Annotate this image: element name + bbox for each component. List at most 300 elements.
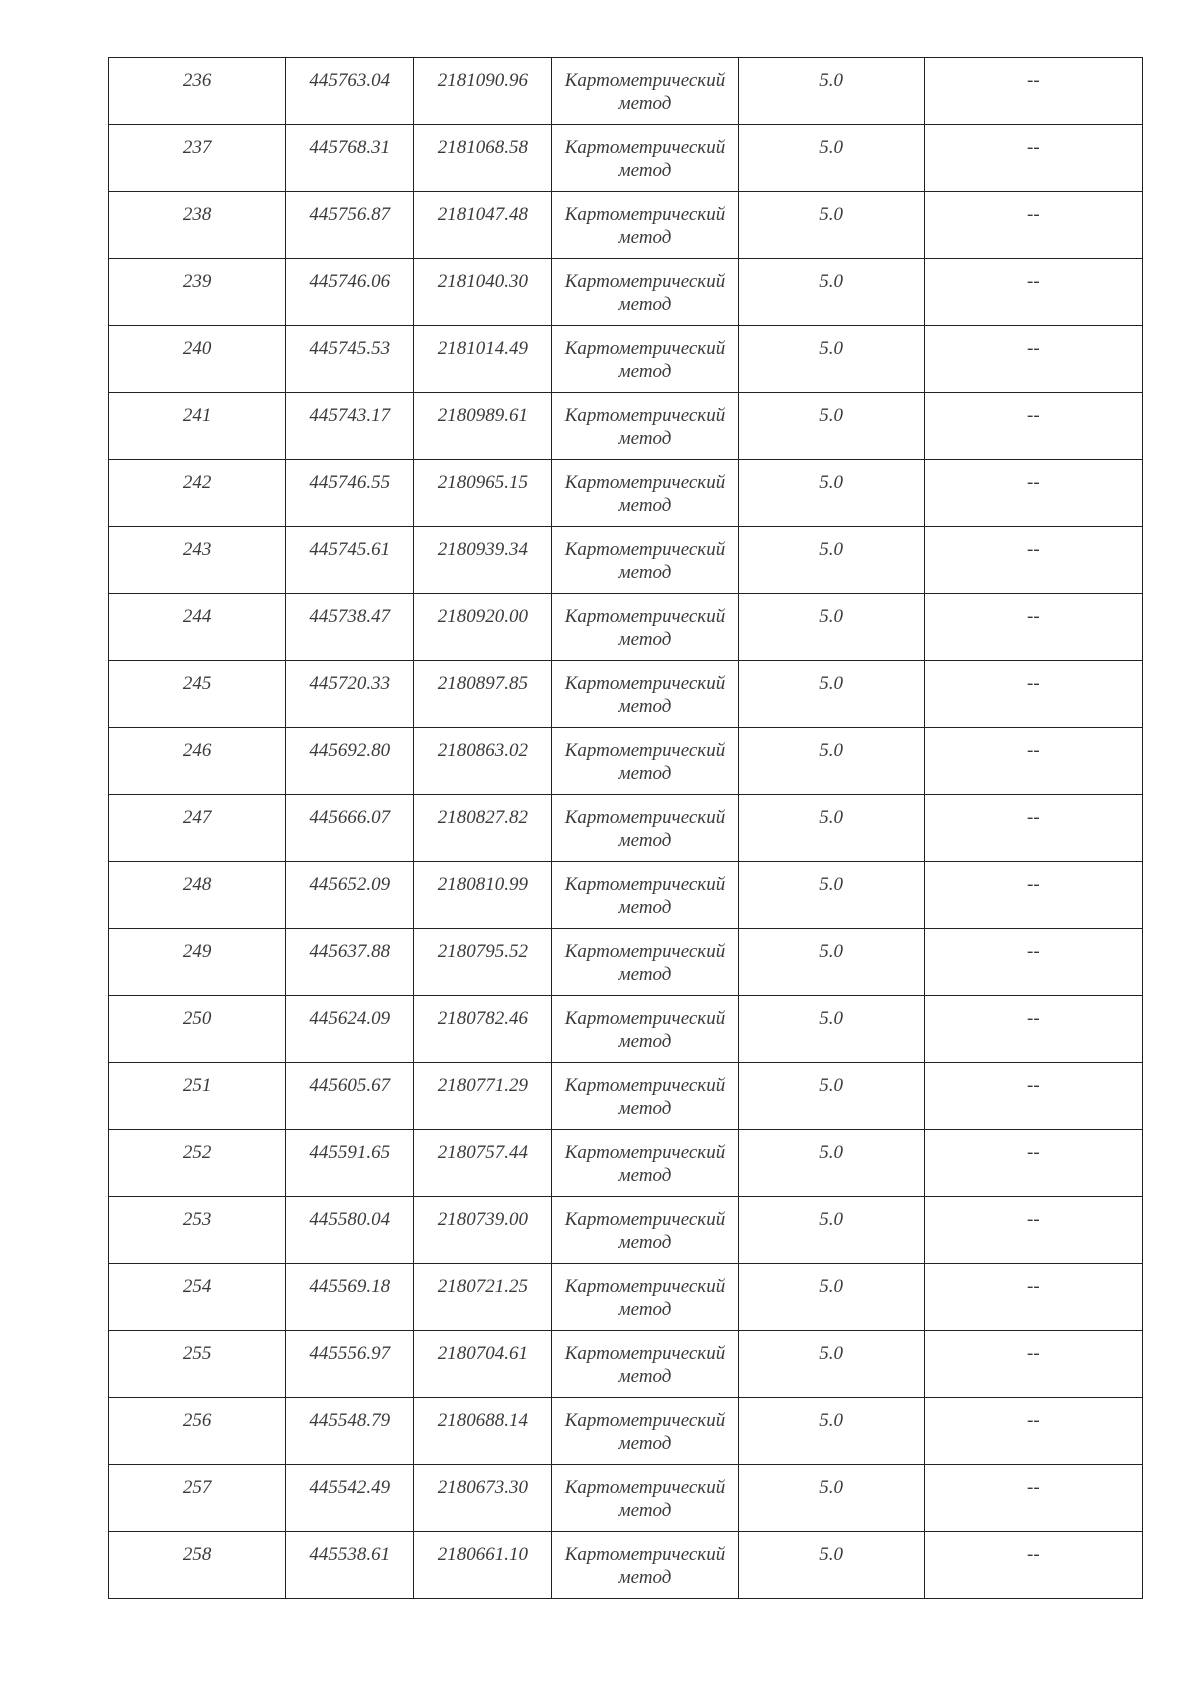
method-text: Картометрический метод	[564, 606, 726, 650]
y-coordinate: 2180795.52	[437, 941, 528, 962]
accuracy-cell	[738, 259, 924, 326]
method-text: Картометрический метод	[564, 70, 726, 114]
y-coordinate: 2180661.10	[437, 1544, 528, 1565]
accuracy-cell	[738, 862, 924, 929]
method-text: Картометрический метод	[564, 338, 726, 382]
y-coordinate-cell	[414, 259, 552, 326]
accuracy-value: 5.0	[819, 204, 844, 225]
point-number: 239	[182, 271, 212, 292]
x-coordinate-cell	[286, 1264, 414, 1331]
y-coordinate: 2180721.25	[437, 1276, 528, 1297]
method-text: Картометрический метод	[564, 1008, 726, 1052]
accuracy-cell	[738, 527, 924, 594]
accuracy-cell	[738, 393, 924, 460]
y-coordinate-cell	[414, 862, 552, 929]
point-number: 236	[182, 70, 212, 91]
note-cell	[924, 1331, 1142, 1398]
point-number: 252	[182, 1142, 212, 1163]
note-cell	[924, 326, 1142, 393]
note-value: --	[1027, 137, 1040, 158]
x-coordinate-cell	[286, 527, 414, 594]
method-text: Картометрический метод	[564, 1477, 726, 1521]
x-coordinate: 445720.33	[309, 673, 391, 694]
method-text: Картометрический метод	[564, 1142, 726, 1186]
accuracy-value: 5.0	[819, 1410, 844, 1431]
x-coordinate-cell	[286, 795, 414, 862]
note-value: --	[1027, 539, 1040, 560]
note-value: --	[1027, 338, 1040, 359]
x-coordinate: 445692.80	[309, 740, 391, 761]
point-number-cell	[109, 326, 286, 393]
table-row	[109, 192, 1143, 259]
method-text: Картометрический метод	[564, 472, 726, 516]
y-coordinate-cell	[414, 1063, 552, 1130]
accuracy-cell	[738, 460, 924, 527]
accuracy-value: 5.0	[819, 1276, 844, 1297]
accuracy-cell	[738, 996, 924, 1063]
point-number-cell	[109, 1264, 286, 1331]
x-coordinate-cell	[286, 1130, 414, 1197]
method-text: Картометрический метод	[564, 1209, 726, 1253]
note-cell	[924, 661, 1142, 728]
method-cell	[552, 326, 738, 393]
accuracy-value: 5.0	[819, 1343, 844, 1364]
accuracy-value: 5.0	[819, 1075, 844, 1096]
accuracy-value: 5.0	[819, 137, 844, 158]
x-coordinate-cell	[286, 1331, 414, 1398]
note-cell	[924, 1465, 1142, 1532]
method-text: Картометрический метод	[564, 1276, 726, 1320]
x-coordinate: 445746.55	[309, 472, 391, 493]
accuracy-cell	[738, 929, 924, 996]
x-coordinate-cell	[286, 326, 414, 393]
method-cell	[552, 929, 738, 996]
method-cell	[552, 661, 738, 728]
accuracy-cell	[738, 1063, 924, 1130]
note-cell	[924, 58, 1142, 125]
accuracy-cell	[738, 1398, 924, 1465]
y-coordinate-cell	[414, 661, 552, 728]
method-cell	[552, 393, 738, 460]
y-coordinate-cell	[414, 393, 552, 460]
accuracy-cell	[738, 1331, 924, 1398]
note-value: --	[1027, 70, 1040, 91]
point-number-cell	[109, 393, 286, 460]
note-cell	[924, 1532, 1142, 1599]
accuracy-cell	[738, 326, 924, 393]
point-number: 255	[182, 1343, 212, 1364]
accuracy-value: 5.0	[819, 807, 844, 828]
x-coordinate-cell	[286, 125, 414, 192]
note-value: --	[1027, 807, 1040, 828]
table-row	[109, 661, 1143, 728]
y-coordinate-cell	[414, 1465, 552, 1532]
x-coordinate: 445743.17	[309, 405, 391, 426]
y-coordinate: 2180739.00	[437, 1209, 528, 1230]
note-cell	[924, 393, 1142, 460]
note-cell	[924, 527, 1142, 594]
y-coordinate: 2180939.34	[437, 539, 528, 560]
method-text: Картометрический метод	[564, 941, 726, 985]
method-text: Картометрический метод	[564, 405, 726, 449]
note-value: --	[1027, 740, 1040, 761]
method-text: Картометрический метод	[564, 271, 726, 315]
method-cell	[552, 1197, 738, 1264]
note-value: --	[1027, 1343, 1040, 1364]
note-value: --	[1027, 1209, 1040, 1230]
y-coordinate-cell	[414, 795, 552, 862]
table-row	[109, 1331, 1143, 1398]
method-cell	[552, 259, 738, 326]
method-text: Картометрический метод	[564, 673, 726, 717]
note-cell	[924, 996, 1142, 1063]
table-row	[109, 58, 1143, 125]
note-value: --	[1027, 941, 1040, 962]
accuracy-cell	[738, 125, 924, 192]
accuracy-value: 5.0	[819, 539, 844, 560]
point-number: 242	[182, 472, 212, 493]
note-cell	[924, 125, 1142, 192]
y-coordinate-cell	[414, 594, 552, 661]
accuracy-value: 5.0	[819, 271, 844, 292]
x-coordinate-cell	[286, 929, 414, 996]
y-coordinate: 2180863.02	[437, 740, 528, 761]
method-cell	[552, 795, 738, 862]
point-number: 240	[182, 338, 212, 359]
point-number: 254	[182, 1276, 212, 1297]
point-number: 251	[182, 1075, 212, 1096]
note-value: --	[1027, 1008, 1040, 1029]
accuracy-cell	[738, 1197, 924, 1264]
x-coordinate: 445605.67	[309, 1075, 391, 1096]
x-coordinate: 445666.07	[309, 807, 391, 828]
note-value: --	[1027, 1410, 1040, 1431]
y-coordinate-cell	[414, 1264, 552, 1331]
method-text: Картометрический метод	[564, 137, 726, 181]
point-number: 245	[182, 673, 212, 694]
y-coordinate-cell	[414, 929, 552, 996]
note-cell	[924, 795, 1142, 862]
method-text: Картометрический метод	[564, 740, 726, 784]
method-cell	[552, 1532, 738, 1599]
x-coordinate: 445756.87	[309, 204, 391, 225]
note-value: --	[1027, 1142, 1040, 1163]
table-row	[109, 996, 1143, 1063]
method-cell	[552, 58, 738, 125]
accuracy-value: 5.0	[819, 673, 844, 694]
point-number: 249	[182, 941, 212, 962]
x-coordinate-cell	[286, 1063, 414, 1130]
point-number-cell	[109, 661, 286, 728]
point-number: 258	[182, 1544, 212, 1565]
accuracy-value: 5.0	[819, 405, 844, 426]
x-coordinate: 445624.09	[309, 1008, 391, 1029]
point-number-cell	[109, 728, 286, 795]
y-coordinate-cell	[414, 192, 552, 259]
accuracy-cell	[738, 661, 924, 728]
point-number-cell	[109, 1532, 286, 1599]
x-coordinate: 445652.09	[309, 874, 391, 895]
table-row	[109, 1063, 1143, 1130]
x-coordinate-cell	[286, 594, 414, 661]
point-number-cell	[109, 1130, 286, 1197]
point-number: 243	[182, 539, 212, 560]
table-row	[109, 594, 1143, 661]
note-value: --	[1027, 606, 1040, 627]
x-coordinate-cell	[286, 58, 414, 125]
y-coordinate-cell	[414, 326, 552, 393]
x-coordinate-cell	[286, 460, 414, 527]
table-row	[109, 259, 1143, 326]
point-number-cell	[109, 192, 286, 259]
accuracy-value: 5.0	[819, 1544, 844, 1565]
point-number: 238	[182, 204, 212, 225]
accuracy-cell	[738, 1465, 924, 1532]
note-cell	[924, 192, 1142, 259]
y-coordinate: 2180897.85	[437, 673, 528, 694]
method-text: Картометрический метод	[564, 1075, 726, 1119]
y-coordinate-cell	[414, 996, 552, 1063]
method-text: Картометрический метод	[564, 1544, 726, 1588]
accuracy-value: 5.0	[819, 1477, 844, 1498]
x-coordinate-cell	[286, 192, 414, 259]
x-coordinate: 445538.61	[309, 1544, 391, 1565]
method-cell	[552, 594, 738, 661]
point-number: 256	[182, 1410, 212, 1431]
method-cell	[552, 1264, 738, 1331]
x-coordinate: 445637.88	[309, 941, 391, 962]
method-cell	[552, 192, 738, 259]
accuracy-cell	[738, 1264, 924, 1331]
y-coordinate: 2180771.29	[437, 1075, 528, 1096]
x-coordinate: 445556.97	[309, 1343, 391, 1364]
x-coordinate: 445763.04	[309, 70, 391, 91]
table-row	[109, 527, 1143, 594]
note-value: --	[1027, 405, 1040, 426]
y-coordinate: 2180782.46	[437, 1008, 528, 1029]
table-row	[109, 728, 1143, 795]
point-number: 246	[182, 740, 212, 761]
accuracy-cell	[738, 192, 924, 259]
accuracy-value: 5.0	[819, 941, 844, 962]
x-coordinate-cell	[286, 728, 414, 795]
method-text: Картометрический метод	[564, 807, 726, 851]
point-number-cell	[109, 527, 286, 594]
y-coordinate: 2181040.30	[437, 271, 528, 292]
accuracy-value: 5.0	[819, 1209, 844, 1230]
accuracy-cell	[738, 58, 924, 125]
point-number-cell	[109, 460, 286, 527]
x-coordinate-cell	[286, 661, 414, 728]
table-row	[109, 326, 1143, 393]
y-coordinate: 2181047.48	[437, 204, 528, 225]
y-coordinate: 2180688.14	[437, 1410, 528, 1431]
x-coordinate: 445548.79	[309, 1410, 391, 1431]
y-coordinate: 2180673.30	[437, 1477, 528, 1498]
point-number-cell	[109, 996, 286, 1063]
accuracy-value: 5.0	[819, 874, 844, 895]
point-number-cell	[109, 1197, 286, 1264]
y-coordinate-cell	[414, 1398, 552, 1465]
accuracy-value: 5.0	[819, 472, 844, 493]
method-cell	[552, 1331, 738, 1398]
note-value: --	[1027, 472, 1040, 493]
method-text: Картометрический метод	[564, 204, 726, 248]
coordinates-table	[108, 57, 1143, 1599]
y-coordinate-cell	[414, 1197, 552, 1264]
note-value: --	[1027, 673, 1040, 694]
note-cell	[924, 1197, 1142, 1264]
method-cell	[552, 1130, 738, 1197]
note-cell	[924, 929, 1142, 996]
table-row	[109, 460, 1143, 527]
x-coordinate-cell	[286, 996, 414, 1063]
x-coordinate: 445738.47	[309, 606, 391, 627]
x-coordinate-cell	[286, 259, 414, 326]
point-number-cell	[109, 58, 286, 125]
method-cell	[552, 996, 738, 1063]
table-row	[109, 1465, 1143, 1532]
point-number: 244	[182, 606, 212, 627]
x-coordinate: 445580.04	[309, 1209, 391, 1230]
point-number-cell	[109, 795, 286, 862]
note-value: --	[1027, 1075, 1040, 1096]
y-coordinate-cell	[414, 460, 552, 527]
x-coordinate: 445745.61	[309, 539, 391, 560]
method-cell	[552, 125, 738, 192]
method-cell	[552, 460, 738, 527]
x-coordinate-cell	[286, 1532, 414, 1599]
accuracy-value: 5.0	[819, 1008, 844, 1029]
y-coordinate-cell	[414, 527, 552, 594]
note-value: --	[1027, 1477, 1040, 1498]
coordinates-table-body	[109, 58, 1143, 1599]
note-value: --	[1027, 1276, 1040, 1297]
point-number: 250	[182, 1008, 212, 1029]
y-coordinate: 2180704.61	[437, 1343, 528, 1364]
y-coordinate: 2181090.96	[437, 70, 528, 91]
method-cell	[552, 1398, 738, 1465]
y-coordinate-cell	[414, 1331, 552, 1398]
y-coordinate: 2180989.61	[437, 405, 528, 426]
y-coordinate: 2181068.58	[437, 137, 528, 158]
y-coordinate-cell	[414, 1532, 552, 1599]
point-number-cell	[109, 1063, 286, 1130]
point-number-cell	[109, 594, 286, 661]
y-coordinate-cell	[414, 1130, 552, 1197]
note-cell	[924, 728, 1142, 795]
x-coordinate: 445768.31	[309, 137, 391, 158]
x-coordinate: 445746.06	[309, 271, 391, 292]
method-cell	[552, 728, 738, 795]
table-row	[109, 1264, 1143, 1331]
note-cell	[924, 1398, 1142, 1465]
note-value: --	[1027, 874, 1040, 895]
x-coordinate-cell	[286, 393, 414, 460]
table-row	[109, 393, 1143, 460]
x-coordinate: 445591.65	[309, 1142, 391, 1163]
accuracy-cell	[738, 1532, 924, 1599]
note-cell	[924, 1264, 1142, 1331]
note-cell	[924, 862, 1142, 929]
note-cell	[924, 594, 1142, 661]
method-text: Картометрический метод	[564, 1343, 726, 1387]
method-cell	[552, 527, 738, 594]
x-coordinate: 445745.53	[309, 338, 391, 359]
point-number-cell	[109, 125, 286, 192]
point-number: 241	[182, 405, 212, 426]
point-number: 237	[182, 137, 212, 158]
accuracy-cell	[738, 728, 924, 795]
table-row	[109, 125, 1143, 192]
point-number-cell	[109, 929, 286, 996]
y-coordinate: 2181014.49	[437, 338, 528, 359]
accuracy-value: 5.0	[819, 606, 844, 627]
y-coordinate-cell	[414, 728, 552, 795]
accuracy-value: 5.0	[819, 338, 844, 359]
x-coordinate-cell	[286, 1465, 414, 1532]
point-number: 247	[182, 807, 212, 828]
x-coordinate-cell	[286, 1197, 414, 1264]
point-number-cell	[109, 1465, 286, 1532]
method-text: Картометрический метод	[564, 1410, 726, 1454]
table-row	[109, 1197, 1143, 1264]
x-coordinate-cell	[286, 862, 414, 929]
accuracy-value: 5.0	[819, 1142, 844, 1163]
accuracy-cell	[738, 795, 924, 862]
accuracy-cell	[738, 594, 924, 661]
y-coordinate: 2180965.15	[437, 472, 528, 493]
point-number-cell	[109, 259, 286, 326]
y-coordinate: 2180920.00	[437, 606, 528, 627]
point-number-cell	[109, 1398, 286, 1465]
method-text: Картометрический метод	[564, 539, 726, 583]
method-cell	[552, 1465, 738, 1532]
method-cell	[552, 1063, 738, 1130]
point-number: 253	[182, 1209, 212, 1230]
accuracy-value: 5.0	[819, 70, 844, 91]
table-row	[109, 1398, 1143, 1465]
point-number: 248	[182, 874, 212, 895]
method-text: Картометрический метод	[564, 874, 726, 918]
x-coordinate: 445542.49	[309, 1477, 391, 1498]
y-coordinate-cell	[414, 58, 552, 125]
y-coordinate: 2180757.44	[437, 1142, 528, 1163]
note-value: --	[1027, 271, 1040, 292]
x-coordinate-cell	[286, 1398, 414, 1465]
note-cell	[924, 259, 1142, 326]
table-row	[109, 1130, 1143, 1197]
y-coordinate: 2180810.99	[437, 874, 528, 895]
note-cell	[924, 1130, 1142, 1197]
table-row	[109, 1532, 1143, 1599]
method-cell	[552, 862, 738, 929]
note-cell	[924, 460, 1142, 527]
point-number-cell	[109, 1331, 286, 1398]
accuracy-value: 5.0	[819, 740, 844, 761]
note-cell	[924, 1063, 1142, 1130]
y-coordinate-cell	[414, 125, 552, 192]
accuracy-cell	[738, 1130, 924, 1197]
note-value: --	[1027, 204, 1040, 225]
note-value: --	[1027, 1544, 1040, 1565]
point-number-cell	[109, 862, 286, 929]
point-number: 257	[182, 1477, 212, 1498]
table-row	[109, 929, 1143, 996]
x-coordinate: 445569.18	[309, 1276, 391, 1297]
y-coordinate: 2180827.82	[437, 807, 528, 828]
table-row	[109, 795, 1143, 862]
